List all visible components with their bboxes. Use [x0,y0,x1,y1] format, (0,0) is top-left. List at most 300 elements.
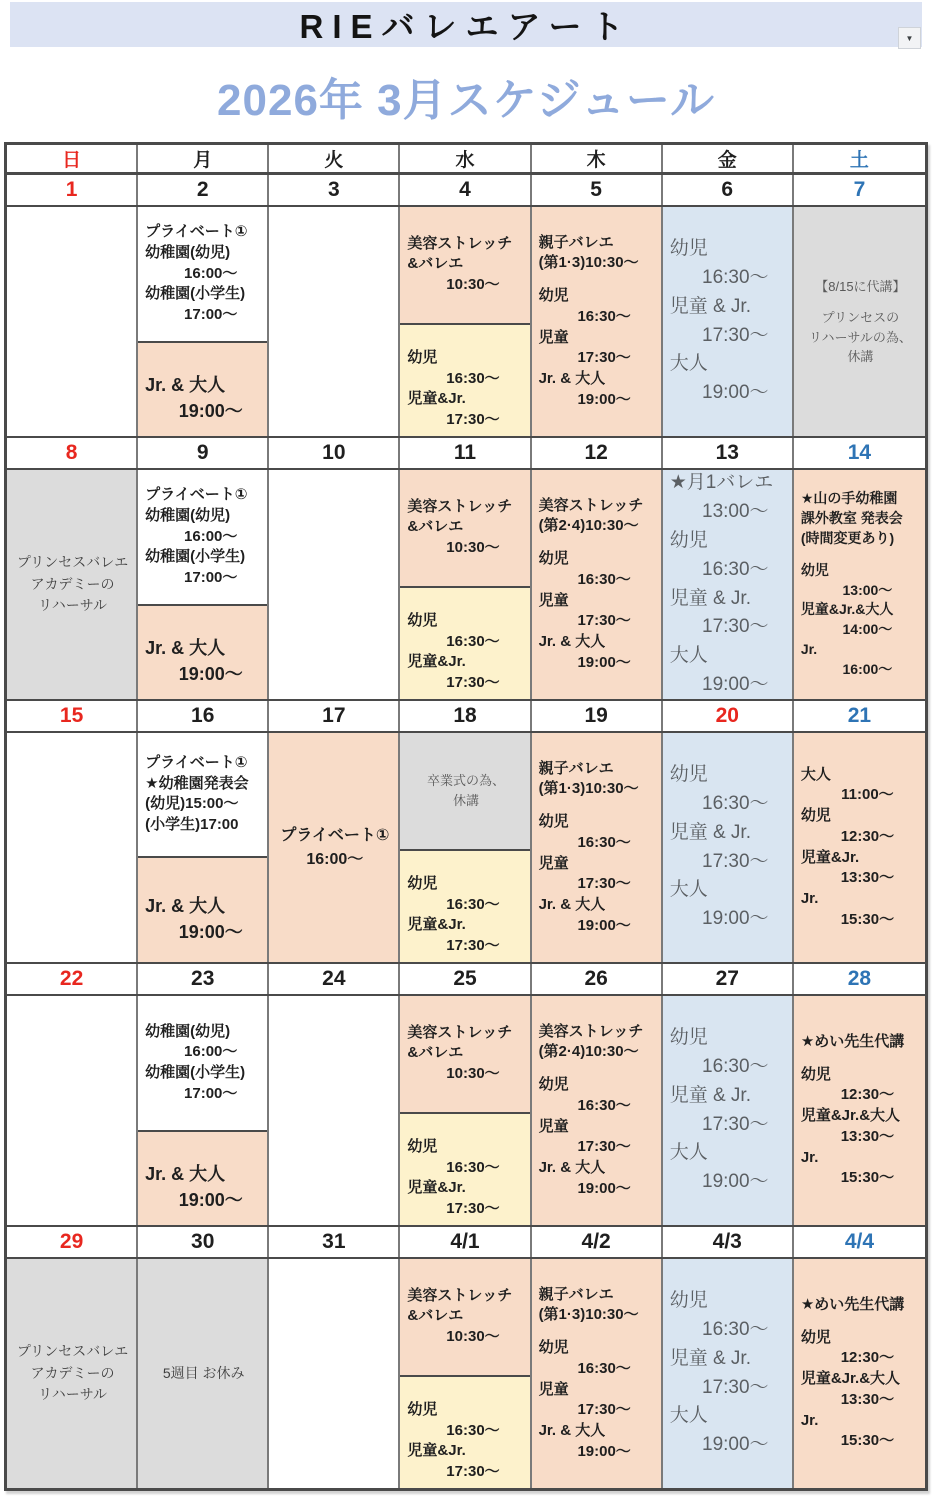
schedule-line: 16:30～ [446,632,500,650]
schedule-line: 美容ストレッチ [407,1286,513,1304]
schedule-line: &バレエ [407,1044,464,1062]
schedule-cell-section [138,470,267,604]
schedule-line: 12:30～ [840,1086,895,1104]
schedule-line: 児童 [538,1117,569,1135]
schedule-cell-section [138,996,267,1130]
schedule-line [539,274,656,286]
date-cell: 16 [138,701,269,731]
schedule-line: 19:00～ [702,1434,769,1456]
schedule-cell [138,996,269,1225]
schedule-cell-section [138,341,267,436]
schedule-cell [269,996,400,1225]
schedule-cell-section [663,470,792,699]
schedule-line: 児童&Jr.&大人 [800,1370,901,1388]
date-cell: 4 [400,175,531,205]
schedule-cell [400,733,531,962]
date-cell: 12 [532,438,663,468]
schedule-cell-section [794,207,925,436]
schedule-line: 19:00～ [178,401,243,422]
date-cell: 1 [7,175,138,205]
schedule-line: 10:30～ [446,1065,500,1083]
schedule-line: 児童&Jr. [407,653,466,671]
weekday-header-cell: 日 [7,145,138,172]
schedule-line: 美容ストレッチ [538,496,644,514]
schedule-line: 16:30～ [446,369,500,387]
schedule-line: ★めい先生代講 [800,1033,905,1051]
schedule-cell [532,207,663,436]
schedule-line: 児童&Jr. [407,916,466,934]
schedule-line: 児童 & Jr. [669,295,751,317]
schedule-line: 児童 [538,1380,569,1398]
schedule-line: 14:00～ [842,621,893,638]
schedule-line: 16:30～ [702,1055,769,1077]
weekday-header-row [7,145,925,175]
schedule-line: ★月1バレエ [669,472,774,493]
schedule-cell [400,1259,531,1488]
schedule-cell-section [269,470,398,699]
schedule-line: 16:30～ [446,1158,500,1176]
schedule-line: プリンセスの [821,310,900,325]
schedule-line: 12:30～ [840,1349,895,1367]
date-cell: 3 [269,175,400,205]
date-cell: 4/3 [663,1227,794,1257]
schedule-line: 親子バレエ [538,1285,614,1303]
schedule-cell [532,1259,663,1488]
schedule-line [801,1316,920,1328]
schedule-cell [138,470,269,699]
schedule-line: Jr. & 大人 [145,895,226,916]
schedule-line: 幼稚園(小学生) [145,548,246,566]
schedule-line: 17:00～ [184,1084,238,1102]
date-cell: 28 [794,964,925,994]
date-cell: 11 [400,438,531,468]
date-cell: 9 [138,438,269,468]
week-row [7,207,925,438]
date-cell: 4/2 [532,1227,663,1257]
schedule-line: プリンセスバレエ [16,553,129,570]
schedule-line: 19:00～ [702,382,769,404]
date-cell: 17 [269,701,400,731]
date-cell: 4/1 [400,1227,531,1257]
schedule-cell-section [400,1259,529,1375]
schedule-line: Jr. & 大人 [538,369,606,387]
schedule-line: 幼児 [669,1289,708,1311]
schedule-cell-section [400,996,529,1112]
schedule-line: 12:30～ [840,827,895,845]
date-cell: 23 [138,964,269,994]
schedule-line: Jr. [800,1148,819,1166]
schedule-cell-section [7,207,136,436]
schedule-line: 休講 [847,349,874,364]
date-row [7,1227,925,1259]
date-cell: 15 [7,701,138,731]
schedule-line: 11:00～ [841,786,894,804]
schedule-line: プライベート① [145,223,248,241]
schedule-cell [532,996,663,1225]
date-row [7,175,925,207]
schedule-line: 17:30～ [446,673,500,691]
schedule-line: 大人 [669,645,708,667]
weekday-header-cell: 月 [138,145,269,172]
date-cell: 21 [794,701,925,731]
schedule-line: 17:30～ [577,1401,631,1419]
date-cell: 2 [138,175,269,205]
schedule-cell-section [138,856,267,963]
date-cell: 18 [400,701,531,731]
schedule-cell-section [663,1259,792,1488]
schedule-line: 幼児 [538,287,569,305]
date-row [7,964,925,996]
schedule-line: &バレエ [407,518,464,536]
schedule-cell [269,207,400,436]
weekday-header-cell: 土 [794,145,925,172]
schedule-cell-section [400,1112,529,1225]
date-cell: 19 [532,701,663,731]
schedule-cell [400,996,531,1225]
schedule-line: 13:30～ [840,869,895,887]
schedule-line: 児童&Jr.&大人 [800,1107,901,1125]
schedule-line: 児童&Jr.&大人 [800,601,894,618]
schedule-line: 16:30～ [577,570,631,588]
schedule-cell-section [532,207,661,436]
schedule-line: 13:30～ [840,1127,895,1145]
schedule-cell [794,996,925,1225]
schedule-line: 16:30～ [577,833,631,851]
schedule-line: 幼稚園(小学生) [145,1063,246,1081]
schedule-line: (第2·4)10:30～ [538,517,639,535]
schedule-cell-section [269,996,398,1225]
schedule-cell [663,470,794,699]
schedule-line: 10:30～ [446,539,500,557]
schedule-line: 児童&Jr. [407,1442,466,1460]
schedule-cell-section [663,996,792,1225]
schedule-line: (小学生)17:00 [145,815,239,833]
schedule-line: 10:30～ [446,1328,500,1346]
schedule-line: 児童 [538,854,569,872]
date-cell: 13 [663,438,794,468]
chevron-down-icon: ▼ [905,33,914,43]
schedule-line: 17:30～ [446,936,500,954]
date-cell: 7 [794,175,925,205]
schedule-line: 5週目 お休み [162,1364,245,1381]
schedule-cell [794,1259,925,1488]
schedule-line: 幼児 [538,1076,569,1094]
schedule-line: Jr. & 大人 [145,375,226,396]
date-cell: 24 [269,964,400,994]
month-title: 2026年 3月スケジュール [217,76,715,125]
schedule-cell-section [400,470,529,586]
schedule-cell-section [400,849,529,962]
date-cell: 14 [794,438,925,468]
schedule-line: 15:30～ [840,1169,895,1187]
schedule-line: 16:30～ [702,266,769,288]
schedule-line: 幼児 [669,1026,708,1048]
schedule-line: Jr. [800,1411,819,1429]
date-cell: 8 [7,438,138,468]
schedule-cell-section [269,733,398,962]
schedule-line: Jr. [800,889,819,907]
schedule-cell [400,470,531,699]
schedule-cell [663,733,794,962]
schedule-cell [269,470,400,699]
date-cell: 5 [532,175,663,205]
date-cell: 10 [269,438,400,468]
schedule-line: Jr. & 大人 [538,895,606,913]
schedule-line: 幼児 [538,550,569,568]
schedule-cell [7,996,138,1225]
dropdown-arrow-button[interactable] [898,27,921,49]
schedule-line: 【8/15に代講】 [815,278,906,294]
schedule-line: 16:30～ [577,307,631,325]
schedule-line: 16:30～ [577,1096,631,1114]
weekday-header-cell: 火 [269,145,400,172]
schedule-cell-section [400,733,529,849]
date-cell: 27 [663,964,794,994]
schedule-cell-section [138,604,267,699]
schedule-line: 19:00～ [577,390,631,408]
schedule-line: 大人 [669,1405,708,1427]
schedule-line [539,1326,656,1338]
date-cell: 29 [7,1227,138,1257]
schedule-line: 19:00～ [702,1171,769,1193]
schedule-cell [7,733,138,962]
schedule-cell [400,207,531,436]
schedule-cell-section [400,207,529,323]
schedule-line: 卒業式の為、 [426,773,505,789]
schedule-cell [138,207,269,436]
schedule-line: 17:30～ [577,349,631,367]
schedule-line: 児童 [538,328,569,346]
schedule-line: リハーサルの為、 [808,329,912,345]
date-cell: 6 [663,175,794,205]
schedule-line: Jr. & 大人 [538,1421,606,1439]
schedule-cell-section [663,207,792,436]
schedule-line: 大人 [669,353,708,375]
schedule-cell-section [7,996,136,1225]
schedule-line: 17:30～ [577,875,631,893]
week-row [7,1259,925,1488]
date-row [7,438,925,470]
schedule-line: 16:30～ [577,1359,631,1377]
schedule-cell [138,733,269,962]
schedule-line: 児童&Jr. [800,848,860,866]
schedule-line: プライベート① [145,486,248,504]
schedule-cell [532,733,663,962]
schedule-cell-section [269,1259,398,1488]
schedule-line: 児童 & Jr. [669,1347,751,1369]
schedule-cell-section [7,1259,136,1488]
schedule-cell-section [532,996,661,1225]
schedule-line: 16:00～ [306,850,364,868]
schedule-line [539,800,656,812]
schedule-cell [794,470,925,699]
schedule-line: 幼児 [800,561,829,578]
schedule-line: 19:00～ [702,908,769,930]
date-cell: 30 [138,1227,269,1257]
schedule-line: Jr. & 大人 [145,1164,226,1185]
schedule-cell-section [7,470,136,699]
schedule-line: 17:00～ [184,569,238,586]
schedule-line [801,549,920,561]
weekday-header-cell: 金 [663,145,794,172]
schedule-line: 19:00～ [577,653,631,671]
schedule-line [801,1053,920,1065]
schedule-cell [794,207,925,436]
schedule-line: 16:30～ [702,792,769,814]
schedule-line: 19:00～ [178,664,243,685]
schedule-line: 13:30～ [840,1390,895,1408]
week-row [7,996,925,1227]
schedule-line: (第1·3)10:30～ [538,1306,639,1324]
schedule-line: 16:30～ [702,1318,769,1340]
schedule-line: 幼稚園(幼児) [145,1022,231,1040]
schedule-line: 幼児 [407,1137,438,1155]
schedule-cell [794,733,925,962]
schedule-cell-section [138,733,267,856]
schedule-cell [663,996,794,1225]
schedule-line: 美容ストレッチ [538,1022,644,1040]
schedule-line: アカデミーの [30,1364,115,1381]
schedule-line: 17:30～ [446,1462,500,1480]
schedule-line: (幼児)15:00～ [145,795,239,813]
schedule-cell [7,470,138,699]
schedule-line: 19:00～ [577,1179,631,1197]
schedule-line: 16:30～ [446,1421,500,1439]
schedule-line: 17:30～ [702,616,769,638]
schedule-line: Jr. [800,641,818,658]
date-cell: 26 [532,964,663,994]
schedule-line: 大人 [669,1142,708,1164]
schedule-line [539,537,656,549]
schedule-cell-section [794,733,925,962]
schedule-line: 16:30～ [446,895,500,913]
schedule-line: 17:30～ [702,1376,769,1398]
schedule-line: (第1·3)10:30～ [538,254,639,272]
schedule-line: 19:00～ [178,921,243,942]
schedule-line: 19:00～ [577,1442,631,1460]
schedule-line: 13:00～ [842,581,893,598]
schedule-line: (第1·3)10:30～ [538,780,639,798]
schedule-line: 児童&Jr. [407,390,466,408]
schedule-line: 幼稚園(小学生) [145,285,246,303]
schedule-cell-section [400,1375,529,1488]
schedule-line: 16:00～ [184,527,238,545]
week-row [7,470,925,701]
date-row [7,701,925,733]
weekday-header-cell: 木 [532,145,663,172]
schedule-line: 親子バレエ [538,759,614,777]
schedule-line: 幼児 [669,237,708,259]
schedule-line: 17:30～ [446,1199,500,1217]
schedule-line: 17:00～ [184,306,238,323]
schedule-line: ★幼稚園発表会 [145,774,249,792]
schedule-cell [7,1259,138,1488]
schedule-line: 17:30～ [577,612,631,630]
schedule-line: 美容ストレッチ [407,1023,513,1041]
schedule-line: 17:30～ [702,1113,769,1135]
schedule-line: 16:00～ [842,661,893,678]
schedule-line: Jr. & 大人 [538,632,606,650]
schedule-line: アカデミーの [30,575,115,592]
schedule-cell [138,1259,269,1488]
school-name: RIEバレエアート [299,8,633,45]
schedule-cell [532,470,663,699]
schedule-line: 幼稚園(幼児) [145,506,231,524]
schedule-line: 15:30～ [840,910,895,928]
schedule-line: 児童 & Jr. [669,587,751,609]
schedule-line: 幼児 [800,1065,831,1083]
schedule-line: プライベート① [280,826,390,844]
schedule-line: プライベート① [145,753,248,771]
schedule-line: 親子バレエ [538,233,614,251]
schedule-line: 16:00～ [184,264,238,282]
schedule-line: 幼児 [800,807,831,825]
schedule-line: &バレエ [407,1307,464,1325]
schedule-line: リハーサル [38,1386,108,1403]
schedule-line: 幼児 [800,1328,831,1346]
schedule-cell-section [138,1130,267,1225]
schedule-cell [663,207,794,436]
schedule-cell-section [532,1259,661,1488]
date-cell: 20 [663,701,794,731]
schedule-line: プリンセスバレエ [16,1342,129,1359]
schedule-cell-section [794,470,925,699]
schedule-cell-section [663,733,792,962]
date-cell: 31 [269,1227,400,1257]
date-cell: 4/4 [794,1227,925,1257]
schedule-line: 幼児 [407,874,438,892]
schedule-line: 幼児 [407,611,438,629]
schedule-line: Jr. & 大人 [538,1158,606,1176]
date-cell: 25 [400,964,531,994]
schedule-line: 17:30～ [702,850,769,872]
schedule-line: 13:00～ [702,500,769,522]
schedule-line: 児童 & Jr. [669,821,751,843]
schedule-cell [269,1259,400,1488]
schedule-line: 幼児 [538,1339,569,1357]
schedule-line: 幼児 [407,348,438,366]
schedule-table [4,142,928,1491]
schedule-line: 幼児 [669,529,708,551]
schedule-line: 課外教室 発表会 [800,509,903,526]
schedule-line: 美容ストレッチ [407,497,513,515]
schedule-line: 大人 [800,765,831,783]
schedule-cell-section [138,1259,267,1488]
schedule-line: 休講 [452,792,479,808]
schedule-line: 17:30～ [577,1138,631,1156]
schedule-line: 19:00～ [577,916,631,934]
schedule-line: (第2·4)10:30～ [538,1043,639,1061]
schedule-line: 美容ストレッチ [407,234,513,252]
schedule-line: 17:30～ [702,324,769,346]
schedule-cell [7,207,138,436]
schedule-line: (時間変更あり) [800,529,895,546]
schedule-line: 大人 [669,879,708,901]
weekday-header-cell: 水 [400,145,531,172]
schedule-line: 16:30～ [702,558,769,580]
schedule-line [539,1063,656,1075]
date-cell: 22 [7,964,138,994]
schedule-line [801,296,920,308]
schedule-cell-section [269,207,398,436]
schedule-cell-section [794,996,925,1225]
school-name-banner [10,2,922,47]
schedule-line: 19:00～ [178,1190,243,1211]
schedule-line: ★山の手幼稚園 [800,490,898,507]
schedule-line: 15:30～ [840,1432,895,1450]
schedule-line: ★めい先生代講 [800,1296,905,1314]
schedule-line: 幼児 [407,1400,438,1418]
